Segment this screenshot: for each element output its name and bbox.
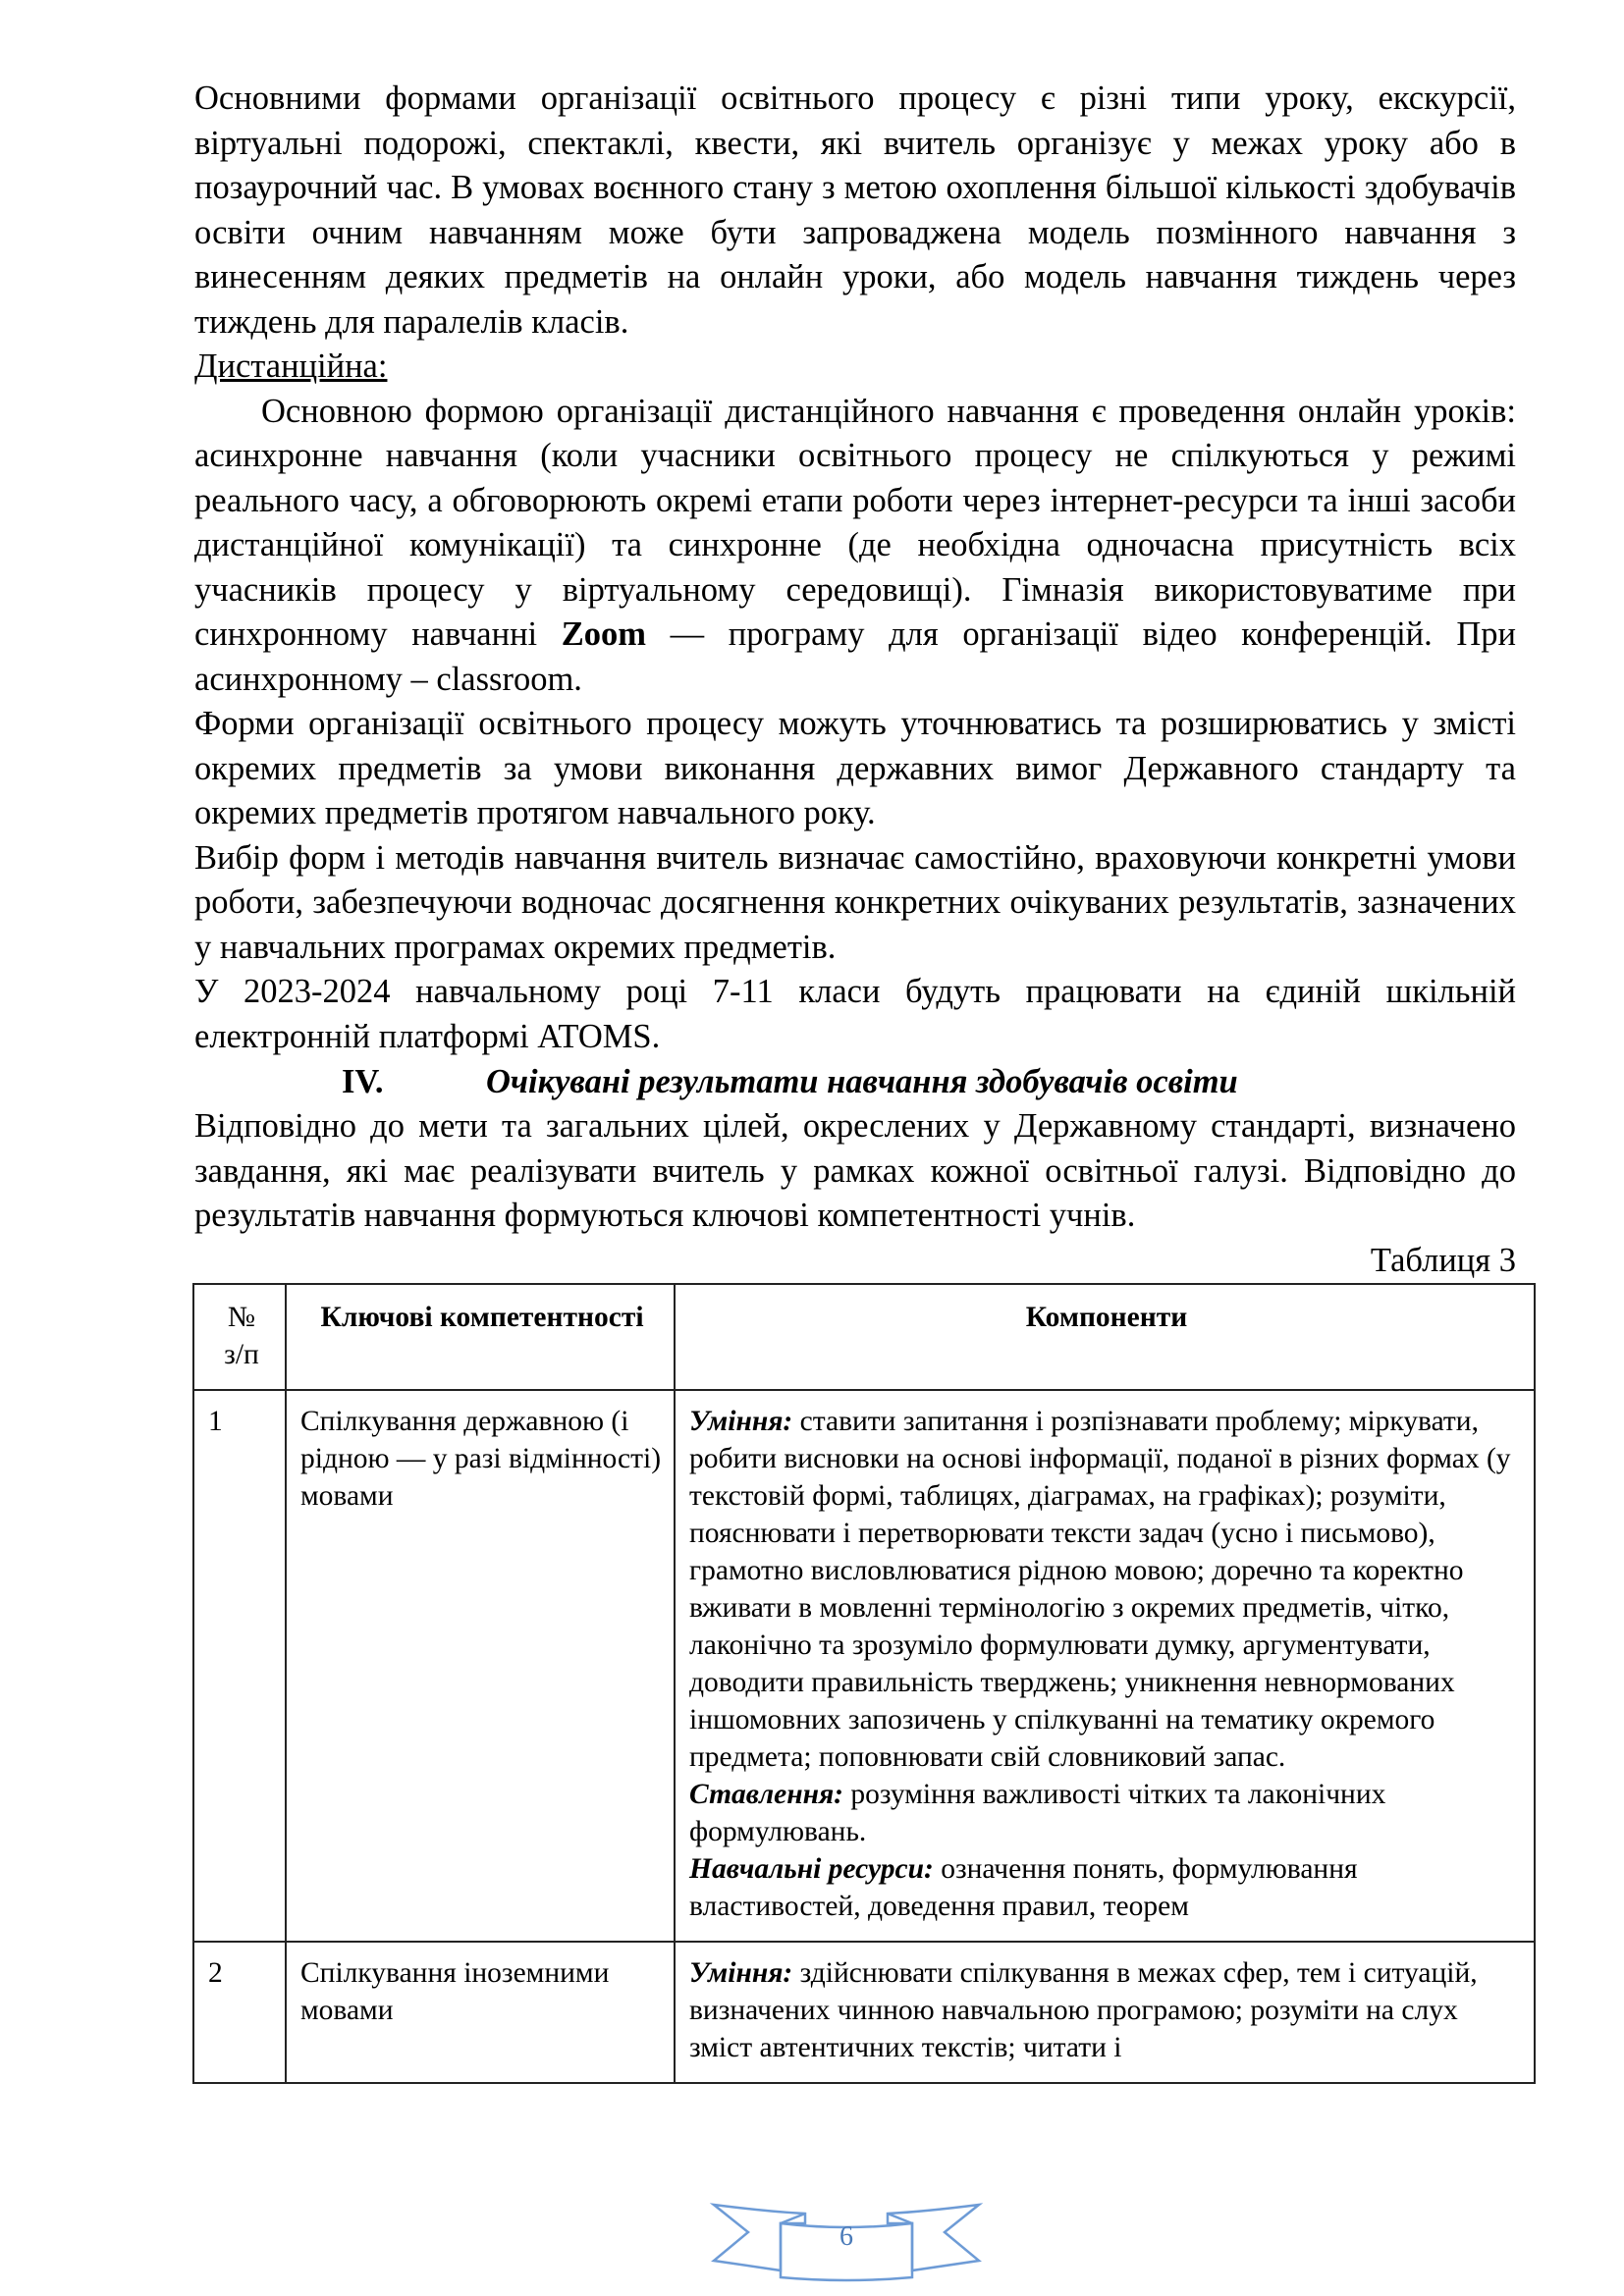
table-caption: Таблиця 3	[1370, 1241, 1516, 1279]
row-components	[675, 1390, 1535, 1942]
paragraph-distance-text-2: — програму для організації відео конференцій. При асинхронному – classroom.	[194, 615, 1517, 698]
paragraph-distance	[194, 390, 1516, 703]
zoom-keyword: Zoom	[561, 615, 647, 653]
row-number: 1	[193, 1390, 286, 1942]
paragraph-competences: Відповідно до мети та загальних цілей, окреслених у Державному стандарті, визначено завдання, які має реалізувати вчитель у рамках кожної освітньої галузі. Відповідно до результатів навчання формуються ключові компетентності учнів.	[194, 1107, 1516, 1234]
header-competence: Ключові компетентності	[286, 1284, 675, 1390]
paragraph-atoms-platform: У 2023-2024 навчальному році 7-11 класи будуть працювати на єдиній шкільній електронній платформі ATOMS.	[194, 973, 1516, 1055]
skills-text: здійснювати спілкування в межах сфер, тем і ситуацій, визначених чинною навчальною програмою; розуміти на слух зміст автентичних текстів; читати і	[689, 1956, 1478, 2063]
row-competence: Спілкування державною (і рідною — у разі відмінності) мовами	[286, 1390, 675, 1942]
resources-label: Навчальні ресурси:	[689, 1852, 934, 1885]
attitude-text: розуміння важливості чітких та лаконічних формулювань.	[689, 1778, 1386, 1847]
header-components: Компоненти	[675, 1284, 1535, 1390]
document-page	[194, 77, 1516, 2084]
header-number-sign: №	[227, 1301, 256, 1333]
paragraph-methods-choice: Вибір форм і методів навчання вчитель визначає самостійно, враховуючи конкретні умови роботи, забезпечуючи водночас досягнення конкретних очікуваних результатів, зазначених у навчальних програмах окремих предметів.	[194, 838, 1516, 966]
paragraph-forms-refinement: Форми організації освітнього процесу можуть уточнюватись та розширюватись у змісті окремих предметів за умови виконання державних вимог Державного стандарту та окремих предметів протягом навчального року.	[194, 705, 1516, 831]
header-number	[193, 1284, 286, 1390]
row-number: 2	[193, 1942, 286, 2083]
paragraph-distance-text-1: Основною формою організації дистанційного навчання є проведення онлайн уроків: асинхронне навчання (коли учасники освітнього процесу не спілкуються у режимі реального часу, а обговорюють окремі етапи роботи через інтернет-ресурси та інші засоби дистанційної комунікації) та синхронне (де необхідна одночасна присутність всіх учасників процесу у віртуальному середовищі). Гімназія використовуватиме при синхронному навчанні	[194, 392, 1516, 653]
skills-text: ставити запитання і розпізнавати проблему; міркувати, робити висновки на основі інформації, поданої в різних формах (у текстовій формі, таблицях, діаграмах, на графіках); розуміти, пояснювати і перетворювати тексти задач (усно і письмово), грамотно висловлюватися рідною мовою; доречно та коректно вживати в мовленні термінологію з окремих предметів, чітко, лаконічно та зрозуміло формулювати думку, аргументувати, доводити правильність тверджень; уникнення невнормованих іншомовних запозичень у спілкуванні на тематику окремого предмета; поповнювати свій словниковий запас.	[689, 1405, 1511, 1773]
page-number-ribbon	[709, 2192, 984, 2290]
header-number-abbr: з/п	[224, 1338, 259, 1370]
skills-label: Уміння:	[689, 1956, 793, 1989]
table-header-row	[193, 1284, 1535, 1390]
paragraph-forms: Основними формами організації освітнього процесу є різні типи уроку, екскурсії, віртуальні подорожі, спектаклі, квести, які вчитель організує у межах уроку або в позаурочний час. В умовах воєнного стану з метою охоплення більшої кількості здобувачів освіти очним навчанням може бути запроваджена модель позмінного навчання з винесенням деяких предметів на онлайн уроки, або модель навчання тиждень через тиждень для паралелів класів.	[194, 80, 1516, 341]
row-components	[675, 1942, 1535, 2083]
row-competence: Спілкування іноземними мовами	[286, 1942, 675, 2083]
attitude-label: Ставлення:	[689, 1778, 843, 1810]
section-number: IV.	[342, 1063, 384, 1100]
competences-table	[192, 1283, 1536, 2084]
skills-label: Уміння:	[689, 1405, 793, 1437]
resources-text: означення понять, формулювання властивостей, доведення правил, теорем	[689, 1852, 1358, 1922]
section-title: Очікувані результати навчання здобувачів освіти	[486, 1063, 1238, 1100]
page-number: 6	[839, 2221, 853, 2252]
section-heading	[194, 1059, 1516, 1104]
table-row	[193, 1942, 1535, 2083]
distance-learning-heading: Дистанційна:	[194, 347, 388, 385]
table-row	[193, 1390, 1535, 1942]
